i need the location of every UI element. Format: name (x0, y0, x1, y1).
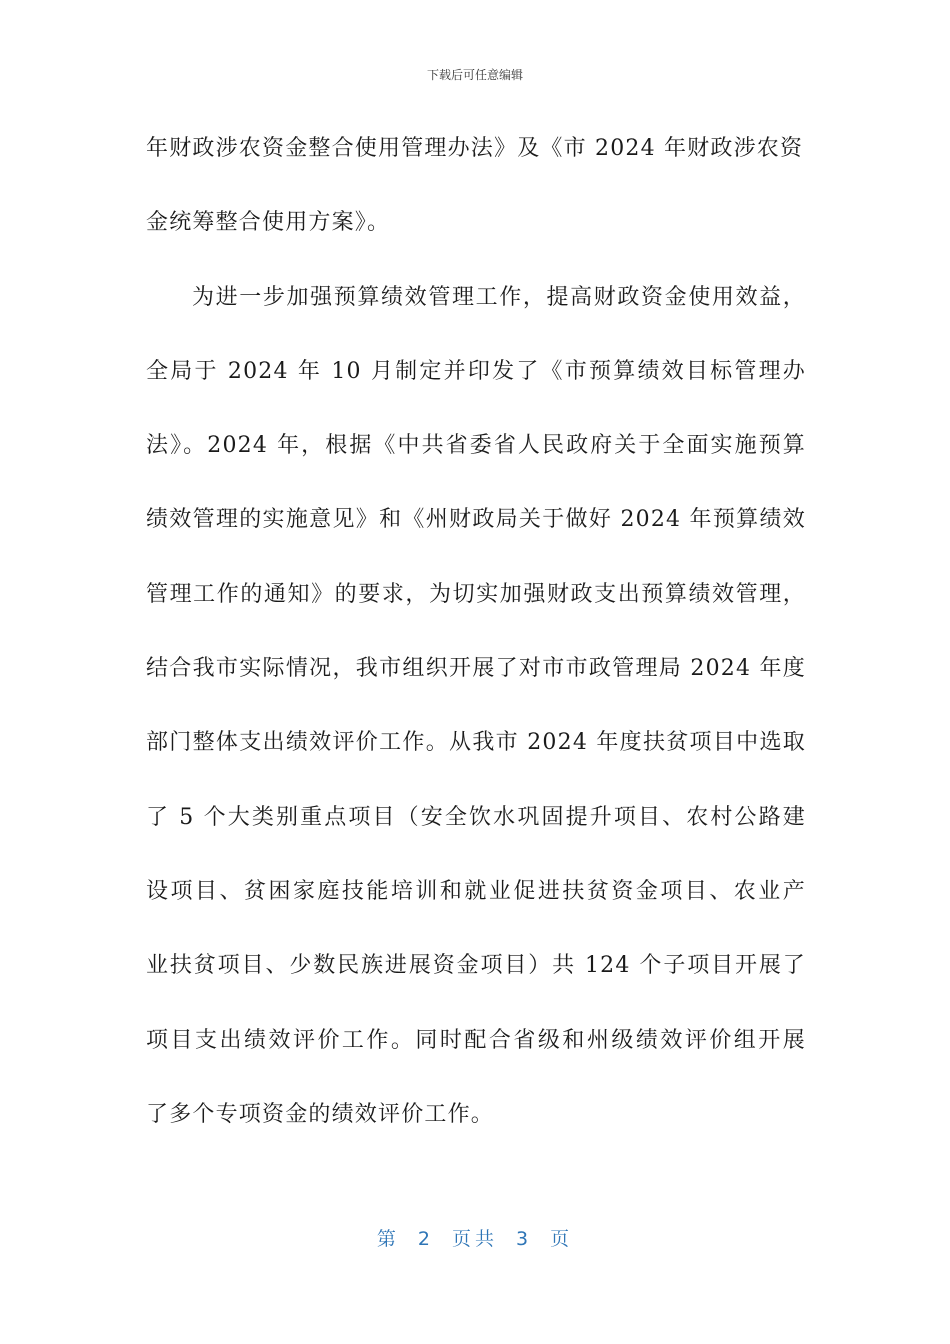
text-line: 法》。2024 年，根据《中共省委省人民政府关于全面实施预算 (146, 433, 806, 459)
text-line: 全局于 2024 年 10 月制定并印发了《市预算绩效目标管理办 (146, 358, 806, 384)
text-line: 管理工作的通知》的要求，为切实加强财政支出预算绩效管理， (146, 581, 806, 607)
text-line: 设项目、贫困家庭技能培训和就业促进扶贫资金项目、农业产 (146, 878, 806, 904)
page-number: 第 2 页共 3 页 (376, 1228, 574, 1250)
text-line: 金统筹整合使用方案》。 (146, 210, 391, 236)
paragraph-first-line: 为进一步加强预算绩效管理工作，提高财政资金使用效益， (192, 284, 806, 310)
text-line: 了多个专项资金的绩效评价工作。 (146, 1101, 495, 1127)
text-line: 绩效管理的实施意见》和《州财政局关于做好 2024 年预算绩效 (146, 507, 806, 533)
text-line: 了 5 个大类别重点项目（安全饮水巩固提升项目、农村公路建 (146, 804, 806, 830)
text-line: 业扶贫项目、少数民族进展资金项目）共 124 个子项目开展了 (146, 953, 806, 979)
text-line: 结合我市实际情况，我市组织开展了对市市政管理局 2024 年度 (146, 656, 806, 682)
document-body (146, 112, 806, 1152)
text-line: 部门整体支出绩效评价工作。从我市 2024 年度扶贫项目中选取 (146, 730, 806, 756)
page-header: 下载后可任意编辑 (426, 68, 523, 82)
text-line: 项目支出绩效评价工作。同时配合省级和州级绩效评价组开展 (146, 1027, 806, 1053)
text-line: 年财政涉农资金整合使用管理办法》及《市 2024 年财政涉农资 (146, 136, 804, 161)
